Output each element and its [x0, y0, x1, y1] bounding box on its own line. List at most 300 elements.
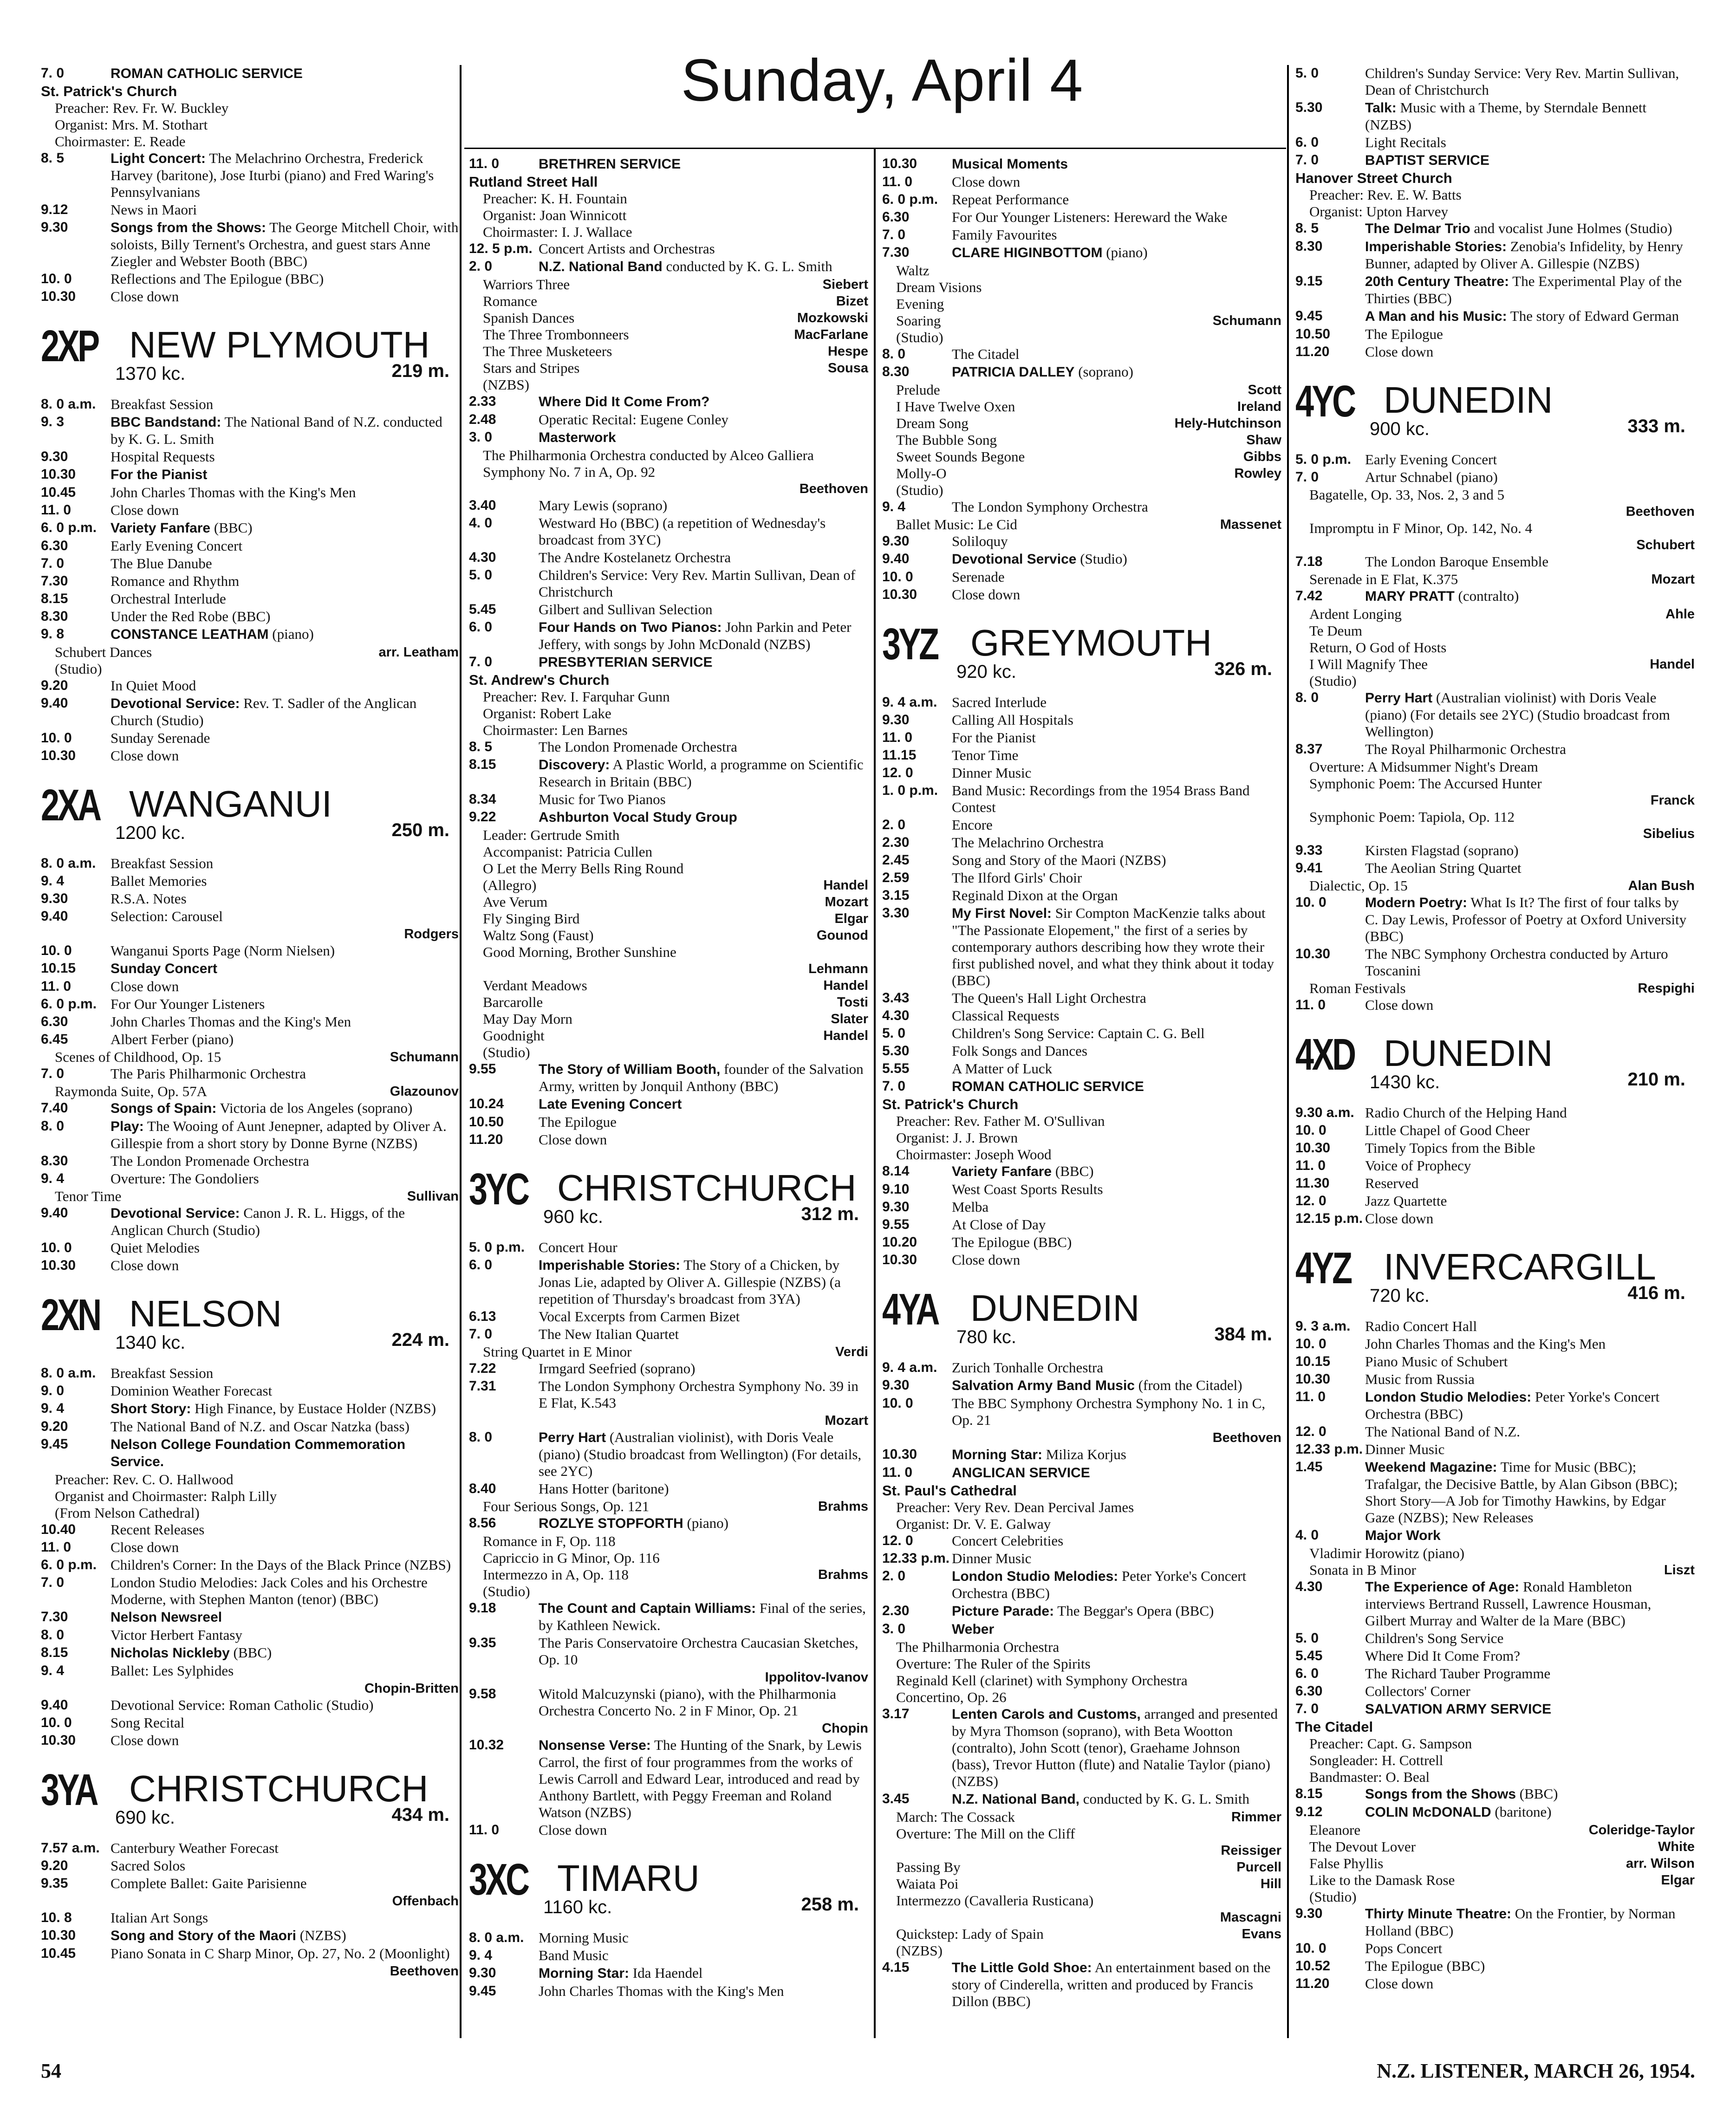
time-label: 9.30 a.m. [1295, 1105, 1354, 1120]
program-entry [1295, 1210, 1695, 1227]
program-entry [1295, 1630, 1695, 1647]
music-item [41, 644, 459, 661]
work-title: Stars and Stripes [483, 360, 580, 376]
program-entry [41, 1732, 459, 1749]
music-item [882, 432, 1281, 448]
time-label: 12. 0 [1295, 1424, 1326, 1439]
time-label: 10.30 [882, 156, 917, 171]
page-number: 54 [41, 2059, 61, 2082]
program-description: Timely Topics from the Bible [1365, 1140, 1535, 1156]
program-description: The Paris Conservatoire Orchestra Caucasian Sketches, Op. 10 [539, 1635, 858, 1668]
time-label: 9.41 [1295, 860, 1323, 876]
program-entry [469, 1947, 868, 1964]
time-label: 5.30 [1295, 100, 1323, 115]
time-label: 10.30 [882, 1252, 917, 1267]
time-label: 7. 0 [41, 65, 65, 81]
program-entry [1295, 997, 1695, 1013]
station-header [41, 319, 459, 389]
program-entry [1295, 1527, 1695, 1544]
time-label: 9. 3 [41, 414, 65, 429]
program-entry [41, 626, 459, 643]
program-description: High Finance, by Eustace Holder (NZBS) [195, 1400, 436, 1416]
music-item [882, 398, 1281, 415]
time-label: 8. 0 a.m. [41, 396, 96, 412]
program-description: Children's Service: Very Rev. Martin Sullivan, Dean of Christchurch [539, 567, 856, 600]
program-description: (Australian violinist) with Doris Veale (piano) (For details see 2YC) (Studio broadcast from Wellington) [1365, 689, 1670, 740]
work-title: Scenes of Childhood, Op. 15 [55, 1049, 221, 1065]
program-entry [41, 1927, 459, 1944]
program-entry [882, 1078, 1281, 1095]
program-entry [469, 756, 868, 790]
time-label: 5. 0 [469, 567, 493, 583]
program-entry [1295, 588, 1695, 605]
program-entry [1295, 946, 1695, 979]
program-title: Masterwork [539, 430, 616, 445]
program-description: The Beggar's Opera (BBC) [1057, 1603, 1214, 1619]
time-label: 10.30 [41, 1928, 76, 1943]
program-description: Mary Lewis (soprano) [539, 497, 668, 513]
station-wavelength: 326 m. [1214, 659, 1272, 679]
program-description: Ballet: Les Sylphides [111, 1663, 234, 1679]
program-title: N.Z. National Band, [952, 1792, 1080, 1807]
program-entry [882, 227, 1281, 243]
program-title: Nelson College Foundation Commemoration Service. [111, 1437, 406, 1469]
program-title: Devotional Service: [111, 696, 240, 711]
program-description: Time for Music (BBC); Trafalgar, the Decisive Battle, by Alan Gibson (BBC); Short Story—A Job for Timothy Hawkins, by Edgar Gaze (NZBS); New Releases [1365, 1459, 1678, 1526]
station-wavelength: 434 m. [391, 1805, 449, 1825]
station-section [1295, 1027, 1695, 1227]
program-title: PATRICIA DALLEY [952, 364, 1075, 380]
station-name: NELSON [129, 1293, 282, 1334]
program-title: Devotional Service: [111, 1206, 240, 1221]
program-description: Voice of Prophecy [1365, 1157, 1471, 1174]
composer-name: Mozart [825, 895, 868, 909]
composer-name: Schumann [390, 1050, 459, 1065]
station-name: CHRISTCHURCH [557, 1167, 857, 1208]
program-entry [882, 870, 1281, 886]
program-entry [469, 1239, 868, 1256]
time-label: 9.30 [41, 449, 68, 464]
program-entry [469, 411, 868, 428]
detail-line: Preacher: Rev. I. Farquhar Gunn [483, 689, 670, 705]
program-entry [469, 1061, 868, 1095]
program-entry [882, 782, 1281, 816]
time-label: 10.15 [1295, 1354, 1331, 1369]
station-wavelength: 219 m. [391, 361, 449, 381]
time-label: 8. 0 [882, 346, 906, 362]
work-title: I Will Magnify Thee [1309, 656, 1428, 672]
program-entry [882, 765, 1281, 781]
program-description: Melba [952, 1199, 989, 1215]
station-callsign: 3YA [41, 1765, 97, 1815]
time-label: 8. 0 a.m. [41, 856, 96, 871]
composer-name: Brahms [818, 1499, 868, 1514]
detail-line: Choirmaster: Len Barnes [483, 722, 628, 738]
station-section [882, 617, 1281, 1268]
program-entry [41, 747, 459, 764]
time-label: 7. 0 [882, 227, 906, 242]
station-header [41, 778, 459, 848]
time-label: 10. 0 [1295, 895, 1326, 910]
station-callsign: 3YZ [882, 619, 937, 669]
time-label: 10.30 [1295, 1371, 1331, 1387]
time-label: 9. 4 [469, 1948, 493, 1963]
station-section [882, 1282, 1281, 2010]
detail-line: Preacher: Very Rev. Dean Percival James [896, 1499, 1134, 1515]
music-item [882, 312, 1281, 329]
detail-line: The Philharmonia Orchestra conducted by Alceo Galliera [483, 447, 814, 463]
time-label: 10.45 [41, 485, 76, 500]
program-entry [1295, 326, 1695, 343]
program-entry [41, 573, 459, 590]
time-label: 10.50 [1295, 326, 1331, 342]
program-entry [882, 729, 1281, 746]
program-title: Songs from the Shows [1365, 1786, 1516, 1802]
time-label: 10. 0 [1295, 1941, 1326, 1956]
venue-name: St. Paul's Cathedral [882, 1482, 1017, 1499]
work-title: Tenor Time [55, 1188, 122, 1204]
station-frequency: 920 kc. [956, 662, 1016, 682]
program-description: Band Music [539, 1947, 609, 1963]
program-entry [1295, 1905, 1695, 1939]
work-title: Spanish Dances [483, 310, 575, 326]
composer-name: Mozart [825, 1413, 868, 1428]
time-label: 10. 0 [41, 1715, 72, 1730]
program-description: The story of Edward German [1510, 308, 1679, 324]
station-header [469, 1852, 868, 1922]
program-entry [882, 1199, 1281, 1215]
program-entry [469, 156, 868, 173]
program-entry [469, 1308, 868, 1325]
composer-name: Evans [1242, 1927, 1281, 1942]
time-label: 11. 0 [41, 502, 72, 518]
work-title: Romance [483, 293, 538, 309]
music-item [469, 1720, 868, 1737]
program-title: Nonsense Verse: [539, 1738, 651, 1753]
program-description: Reginald Dixon at the Organ [952, 887, 1118, 903]
program-entry [469, 1822, 868, 1838]
detail-line: Bagatelle, Op. 33, Nos. 2, 3 and 5 [1309, 487, 1505, 503]
music-item [469, 1566, 868, 1583]
time-label: 6.45 [41, 1032, 68, 1047]
time-label: 7.40 [41, 1100, 68, 1116]
program-entry [882, 1060, 1281, 1077]
station-frequency: 690 kc. [115, 1807, 175, 1828]
program-entry [41, 591, 459, 607]
work-title: Prelude [896, 382, 940, 398]
time-label: 7.42 [1295, 588, 1323, 604]
program-title: London Studio Melodies: [952, 1569, 1118, 1584]
program-title: Salvation Army Band Music [952, 1378, 1135, 1393]
program-entry [41, 608, 459, 625]
program-description: Peter Yorke's Concert Orchestra (BBC) [1365, 1389, 1660, 1422]
time-label: 7.18 [1295, 554, 1323, 569]
program-entry [882, 1025, 1281, 1042]
music-item [469, 894, 868, 910]
program-entry [469, 1983, 868, 2000]
detail-line: Accompanist: Patricia Cullen [483, 844, 653, 860]
time-label: 8.30 [41, 1153, 68, 1169]
program-description: The Experimental Play of the Thirties (BBC) [1365, 273, 1682, 306]
program-description: (BBC) [214, 520, 253, 536]
program-description: Romance and Rhythm [111, 573, 240, 589]
composer-name: Sullivan [407, 1189, 459, 1204]
time-label: 6.30 [1295, 1683, 1323, 1699]
program-entry [41, 555, 459, 572]
music-item [1295, 1822, 1695, 1838]
work-title: Sweet Sounds Begone [896, 448, 1025, 465]
program-description: Under the Red Robe (BBC) [111, 608, 271, 624]
time-label: 11. 0 [1295, 997, 1326, 1013]
composer-name: Slater [831, 1012, 868, 1026]
composer-name: Tosti [837, 995, 868, 1010]
detail-line: Organist and Choirmaster: Ralph Lilly [55, 1488, 277, 1504]
program-entry [882, 1464, 1281, 1481]
program-description: For the Pianist [952, 729, 1036, 746]
time-label: 3.43 [882, 990, 910, 1006]
time-label: 6. 0 [469, 1257, 493, 1273]
detail-line: Good Morning, Brother Sunshine [483, 944, 676, 960]
detail-line: Choirmaster: E. Reade [55, 133, 186, 149]
program-description: Vocal Excerpts from Carmen Bizet [539, 1308, 740, 1325]
program-description: Zenobia's Infidelity, by Henry Bunner, adapted by Oliver A. Gillespie (NZBS) [1365, 238, 1683, 272]
time-label: 5. 0 [882, 1026, 906, 1041]
time-label: 11. 0 [469, 1822, 500, 1838]
program-description: Jazz Quartette [1365, 1193, 1447, 1209]
program-title: Light Concert: [111, 151, 206, 166]
program-entry [1295, 1389, 1695, 1422]
program-entry [41, 1365, 459, 1382]
program-description: The National Band of N.Z. conducted by K. G. L. Smith [111, 414, 442, 447]
station-name: NEW PLYMOUTH [129, 324, 430, 365]
music-item [882, 1926, 1281, 1942]
program-description: What Is It? The first of four talks by C. Day Lewis, Professor of Poetry at Oxford University (BBC) [1365, 894, 1687, 944]
program-description: Miliza Korjus [1046, 1446, 1126, 1462]
time-label: 6. 0 p.m. [41, 1557, 97, 1572]
program-entry [1295, 1804, 1695, 1821]
time-label: 3. 0 [469, 429, 493, 445]
program-entry [41, 1153, 459, 1169]
program-entry [1295, 842, 1695, 859]
program-description: Breakfast Session [111, 855, 214, 871]
program-entry [41, 855, 459, 872]
program-description: (BBC) [1055, 1163, 1094, 1179]
music-item [882, 382, 1281, 398]
time-label: 8. 5 [41, 150, 65, 166]
program-description: Song Recital [111, 1715, 185, 1731]
work-title: May Day Morn [483, 1011, 572, 1027]
program-entry [1295, 1122, 1695, 1139]
program-description: The Story of a Chicken, by Jonas Lie, adapted by Oliver A. Gillespie (NZBS) (a repetition of Thursday's broadcast from 3YA) [539, 1257, 841, 1307]
music-item [882, 1909, 1281, 1926]
program-title: Weekend Magazine: [1365, 1460, 1497, 1475]
composer-name: Beethoven [1212, 1430, 1281, 1445]
composer-name: Mozkowski [797, 311, 868, 325]
time-label: 8.34 [469, 792, 496, 807]
program-entry [882, 834, 1281, 851]
detail-line: Vladimir Horowitz (piano) [1309, 1545, 1465, 1561]
program-title: The Experience of Age: [1365, 1579, 1520, 1595]
program-entry [1295, 1441, 1695, 1458]
time-label: 2. 0 [882, 1568, 906, 1584]
program-entry [882, 209, 1281, 226]
time-label: 10. 0 [41, 271, 72, 286]
time-label: 5.55 [882, 1061, 910, 1076]
program-entry [1295, 1683, 1695, 1700]
station-name: WANGANUI [129, 783, 332, 825]
composer-name: Lehmann [808, 961, 868, 976]
program-title: Picture Parade: [952, 1604, 1054, 1619]
composer-name: Verdi [835, 1345, 868, 1359]
work-title: Intermezzo in A, Op. 118 [483, 1566, 629, 1583]
program-description: Song and Story of the Maori (NZBS) [952, 852, 1166, 868]
program-entry [882, 1959, 1281, 2010]
composer-name: Brahms [818, 1567, 868, 1582]
music-item [469, 910, 868, 927]
program-description: Victor Herbert Fantasy [111, 1627, 242, 1643]
composer-name: Chopin [822, 1721, 868, 1736]
time-label: 10.40 [41, 1522, 76, 1537]
time-label: 2. 0 [469, 259, 493, 274]
music-item [1295, 1855, 1695, 1872]
program-title: PRESBYTERIAN SERVICE [539, 655, 713, 670]
program-title: Short Story: [111, 1401, 191, 1416]
work-title: Warriors Three [483, 276, 570, 292]
work-title: Like to the Damask Rose [1309, 1872, 1455, 1888]
program-entry [882, 1446, 1281, 1463]
time-label: 12. 5 p.m. [469, 241, 533, 256]
composer-name: Purcell [1236, 1860, 1281, 1875]
program-entry [469, 1429, 868, 1480]
program-entry [882, 156, 1281, 173]
program-description: Victoria de los Angeles (soprano) [220, 1100, 413, 1116]
program-entry [469, 1131, 868, 1148]
program-description: Complete Ballet: Gaite Parisienne [111, 1875, 307, 1891]
program-description: The Melachrino Orchestra, Frederick Harvey (baritone), Jose Iturbi (piano) and Fred Waring's Pennsylvanians [111, 150, 434, 200]
station-wavelength: 250 m. [391, 820, 449, 840]
program-description: Overture: The Gondoliers [111, 1170, 259, 1187]
program-description: John Charles Thomas and the King's Men [1365, 1336, 1606, 1352]
music-item [882, 1859, 1281, 1876]
station-frequency: 1430 kc. [1370, 1072, 1440, 1092]
program-entry [41, 1170, 459, 1187]
program-description: Rev. T. Sadler of the Anglican Church (Studio) [111, 695, 417, 728]
time-label: 8.37 [1295, 741, 1323, 757]
program-entry [1295, 894, 1695, 945]
program-entry [469, 739, 868, 755]
program-description: Reserved [1365, 1175, 1419, 1191]
program-entry [41, 677, 459, 694]
program-description: On the Frontier, by Norman Holland (BBC) [1365, 1905, 1676, 1939]
program-description: For Our Younger Listeners [111, 996, 265, 1012]
listing-block [1295, 65, 1695, 360]
station-callsign: 4XD [1295, 1030, 1354, 1079]
page-title: Sunday, April 4 [681, 47, 1084, 114]
program-description: and vocalist June Holmes (Studio) [1474, 220, 1672, 236]
program-title: ROMAN CATHOLIC SERVICE [111, 66, 303, 81]
time-label: 9.30 [882, 712, 910, 727]
program-description: (Studio) [1080, 551, 1127, 567]
program-entry [41, 908, 459, 925]
program-description: Italian Art Songs [111, 1910, 208, 1926]
program-entry [1295, 553, 1695, 570]
program-description: The London Baroque Ensemble [1365, 553, 1549, 570]
time-label: 11.20 [469, 1132, 503, 1147]
program-entry [1295, 1353, 1695, 1370]
composer-name: Handel [823, 878, 868, 893]
music-item [469, 360, 868, 377]
time-label: 8. 0 a.m. [41, 1365, 96, 1381]
time-label: 2.33 [469, 394, 496, 409]
time-label: 10. 0 [41, 1240, 72, 1255]
program-entry [41, 1436, 459, 1470]
program-description: The Epilogue (BBC) [952, 1234, 1072, 1250]
time-label: 9.45 [469, 1983, 496, 1999]
program-entry [41, 1383, 459, 1399]
music-item [882, 448, 1281, 465]
time-label: 8. 0 a.m. [469, 1930, 524, 1945]
detail-line: Preacher: Rev. C. O. Hallwood [55, 1471, 234, 1487]
music-item [41, 1893, 459, 1910]
work-title: Raymonda Suite, Op. 57A [55, 1083, 208, 1099]
program-title: Variety Fanfare [952, 1164, 1052, 1179]
detail-line: Preacher: Capt. G. Sampson [1309, 1735, 1472, 1752]
time-label: 10. 0 [41, 943, 72, 958]
music-item [469, 1344, 868, 1360]
composer-name: Hespe [827, 344, 868, 359]
program-description: The New Italian Quartet [539, 1326, 679, 1342]
program-entry [469, 1737, 868, 1821]
detail-line: Organist: Joan Winnicott [483, 207, 627, 223]
detail-line: Preacher: Rev. E. W. Batts [1309, 187, 1462, 203]
program-title: Morning Star: [539, 1966, 629, 1981]
program-description: Final of the series, by Kathleen Newick. [539, 1600, 866, 1633]
time-label: 8.14 [882, 1163, 910, 1179]
venue-name: Hanover Street Church [1295, 170, 1452, 186]
time-label: 10. 0 [1295, 1336, 1326, 1351]
program-entry [41, 150, 459, 201]
program-entry [41, 466, 459, 483]
composer-name: Massenet [1220, 517, 1281, 532]
work-title: False Phyllis [1309, 1855, 1384, 1871]
program-entry [882, 852, 1281, 869]
time-label: 6.30 [882, 209, 910, 225]
station-callsign: 4YA [882, 1285, 938, 1334]
time-label: 7. 0 [469, 654, 493, 669]
detail-line: (Studio) [896, 329, 943, 345]
program-title: Late Evening Concert [539, 1097, 682, 1112]
music-item [469, 1412, 868, 1429]
program-entry [1295, 1140, 1695, 1156]
time-label: 12. 0 [882, 1533, 913, 1548]
time-label: 6.30 [41, 538, 68, 553]
station-wavelength: 416 m. [1627, 1283, 1685, 1303]
time-label: 11. 0 [41, 979, 72, 994]
program-entry [1295, 134, 1695, 151]
time-label: 8.15 [41, 591, 68, 606]
time-label: 6.30 [41, 1014, 68, 1029]
music-item [469, 343, 868, 360]
time-label: 10.30 [41, 1733, 76, 1748]
time-label: 9.45 [1295, 308, 1323, 324]
music-item [1295, 1838, 1695, 1855]
time-label: 12. 0 [882, 765, 913, 780]
time-label: 8. 0 [41, 1118, 65, 1134]
program-description: Concert Hour [539, 1239, 618, 1255]
work-title: The Three Musketeers [483, 343, 612, 359]
time-label: 2.59 [882, 870, 910, 885]
detail-line: Choirmaster: Joseph Wood [896, 1146, 1052, 1163]
